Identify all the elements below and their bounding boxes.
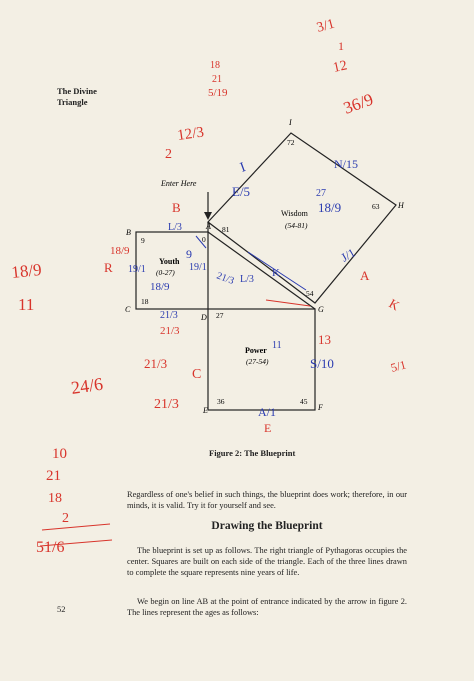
- handwriting-note: 18/9: [318, 200, 342, 215]
- handwriting-stroke: [42, 524, 110, 530]
- handwriting-note: 24/6: [69, 373, 105, 398]
- handwriting-note: I: [238, 160, 248, 176]
- number-54: 54: [306, 289, 314, 298]
- handwriting-note: K: [272, 267, 280, 279]
- paragraph-2: The blueprint is set up as follows. The right triangle of Pythagoras occupies the center. Squares are built on each side of the triangle. Each of the three lines drawn to complete the square represents nine years of life.: [127, 546, 407, 577]
- handwriting-note: A/1: [258, 405, 276, 419]
- handwriting-note: 21/3: [214, 270, 236, 287]
- vertex-g: G: [318, 305, 324, 314]
- handwriting-note: E: [264, 421, 272, 435]
- power-label: Power: [245, 346, 267, 355]
- handwriting-note: 21: [46, 468, 61, 484]
- red-handwriting: [10, 17, 407, 556]
- vertex-a: A: [206, 222, 211, 231]
- handwriting-note: 9: [186, 247, 192, 261]
- handwriting-note: L/3: [240, 274, 254, 285]
- triangle-hypotenuse: [208, 232, 315, 309]
- power-range: (27-54): [246, 357, 269, 366]
- number-18: 18: [141, 297, 149, 306]
- handwriting-note: S/10: [310, 356, 334, 371]
- handwriting-note: 36/9: [340, 89, 376, 118]
- header-line-1: The Divine: [57, 86, 97, 96]
- handwriting-note: 19/1: [128, 264, 146, 275]
- vertex-f: F: [318, 403, 323, 412]
- handwriting-note: 18: [48, 491, 62, 506]
- handwriting-note: 51/6: [36, 539, 65, 556]
- handwriting-note: 18/9: [10, 259, 43, 282]
- handwriting-note: 11: [18, 295, 35, 314]
- number-45: 45: [300, 397, 308, 406]
- wisdom-label: Wisdom: [281, 209, 308, 218]
- handwriting-note: C: [192, 367, 202, 382]
- number-36: 36: [217, 397, 225, 406]
- handwriting-note: 21/3: [160, 310, 178, 321]
- vertex-d: D: [201, 313, 207, 322]
- header-line-2: Triangle: [57, 97, 88, 107]
- number-81: 81: [222, 225, 230, 234]
- handwriting-note: 21: [212, 74, 222, 85]
- wisdom-range: (54-81): [285, 221, 308, 230]
- handwriting-note: 11: [272, 340, 282, 351]
- handwriting-note: 18: [210, 60, 220, 71]
- blue-handwriting: [128, 157, 358, 419]
- section-heading: Drawing the Blueprint: [211, 520, 323, 532]
- handwriting-note: 18/9: [110, 245, 130, 257]
- handwriting-note: L/3: [168, 222, 182, 233]
- handwriting-note: 10: [52, 446, 67, 462]
- page-number: 52: [57, 604, 66, 614]
- figure-caption: Figure 2: The Blueprint: [209, 448, 296, 458]
- handwriting-note: A: [360, 268, 370, 283]
- handwriting-note: E/5: [232, 184, 251, 199]
- paragraph-3: We begin on line AB at the point of entrance indicated by the arrow in figure 2. The lines represent the ages as follows:: [127, 597, 407, 617]
- handwriting-note: 19/1: [189, 262, 207, 273]
- number-27: 27: [216, 311, 224, 320]
- handwriting-note: 2: [62, 511, 69, 526]
- vertex-h: H: [398, 201, 404, 210]
- number-0: 0: [202, 235, 206, 244]
- vertex-c: C: [125, 305, 131, 314]
- handwriting-note: 5/1: [389, 357, 408, 375]
- youth-label: Youth: [159, 257, 180, 266]
- handwriting-note: 2: [165, 147, 172, 162]
- handwriting-note: 12/3: [176, 124, 205, 144]
- number-72: 72: [287, 138, 295, 147]
- handwriting-note: 21/3: [144, 356, 168, 371]
- vertex-b: B: [126, 228, 131, 237]
- vertex-e: E: [203, 406, 208, 415]
- handwriting-note: N/15: [334, 157, 358, 171]
- handwriting-note: 5/19: [208, 87, 228, 99]
- handwriting-note: 18/9: [150, 281, 170, 293]
- handwriting-note: J/1: [338, 245, 358, 265]
- number-63: 63: [372, 202, 380, 211]
- vertex-i: I: [289, 118, 292, 127]
- handwriting-note: B: [172, 200, 181, 215]
- number-9: 9: [141, 236, 145, 245]
- youth-range: (0-27): [156, 268, 175, 277]
- handwriting-note: 12: [331, 58, 349, 76]
- handwriting-note: 21/3: [160, 325, 180, 337]
- handwriting-note: R: [104, 260, 113, 275]
- enter-here-label: Enter Here: [161, 179, 197, 188]
- handwriting-note: 27: [316, 188, 326, 199]
- handwriting-note: 3/1: [315, 16, 337, 36]
- handwriting-note: 21/3: [154, 397, 179, 412]
- handwriting-note: 1: [338, 39, 344, 53]
- paragraph-1: Regardless of one's belief in such things, the blueprint does work; therefore, in our minds, it is valid. Try it for yourself and see.: [127, 490, 407, 510]
- handwriting-stroke: [248, 252, 306, 290]
- handwriting-note: 13: [318, 332, 331, 347]
- handwriting-note: K: [386, 295, 403, 314]
